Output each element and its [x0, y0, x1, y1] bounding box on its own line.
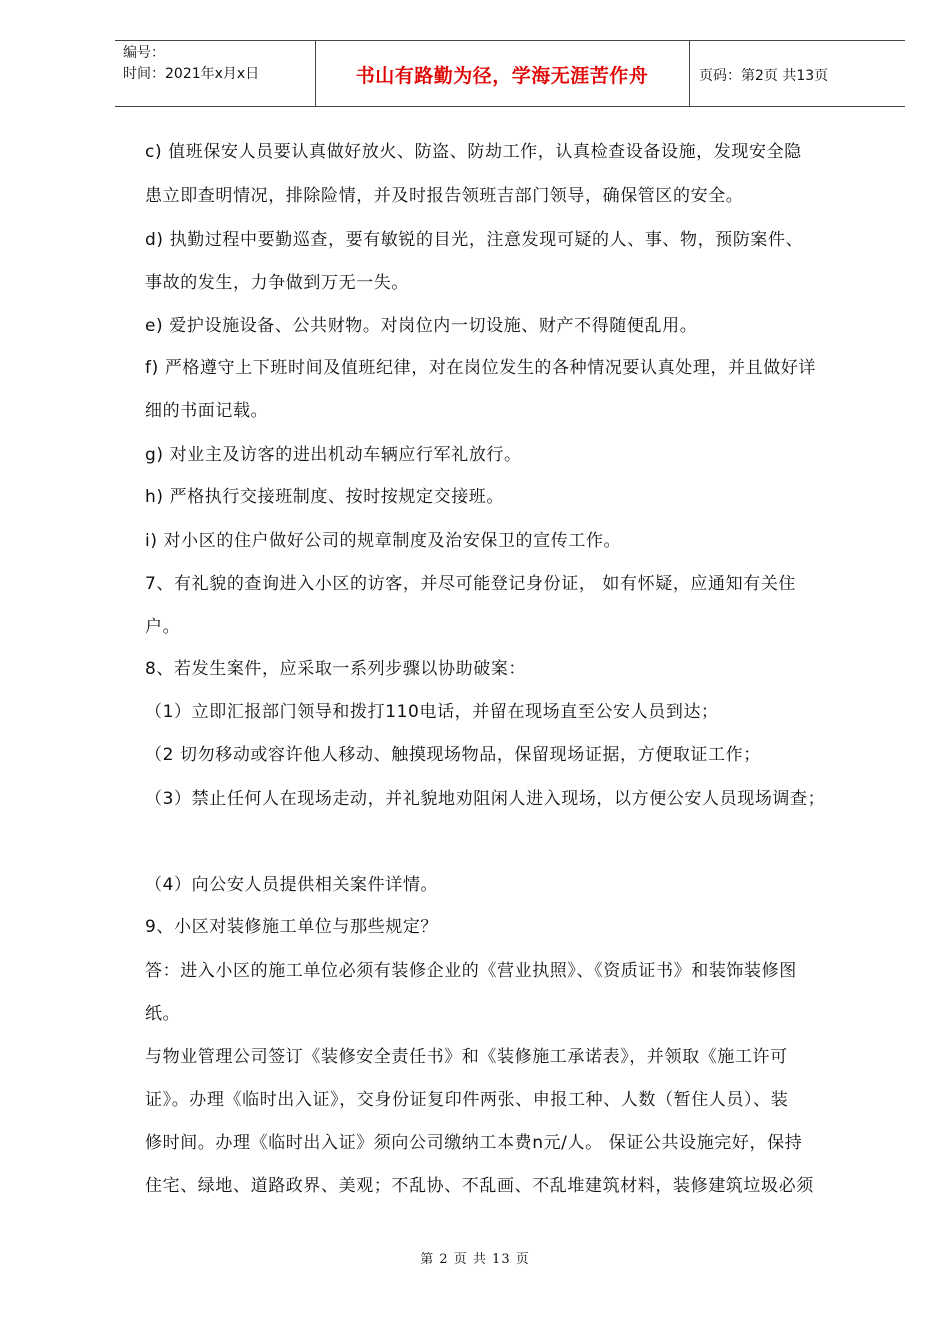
body-line: f) 严格遵守上下班时间及值班纪律，对在岗位发生的各种情况要认真处理，并且做好详 — [145, 358, 817, 378]
header-meta — [123, 43, 259, 85]
body-line: 8、若发生案件，应采取一系列步骤以协助破案： — [145, 659, 527, 679]
body-line: （2 切勿移动或容许他人移动、触摸现场物品，保留现场证据，方便取证工作； — [145, 745, 761, 765]
body-line: 与物业管理公司签订《装修安全责任书》和《装修施工承诺表》，并领取《施工许可 — [145, 1047, 788, 1067]
body-line: i) 对小区的住户做好公司的规章制度及治安保卫的宣传工作。 — [145, 531, 622, 551]
body-line: 修时间。办理《临时出入证》须向公司缴纳工本费n元/人。 保证公共设施完好，保持 — [145, 1133, 803, 1153]
body-line: 纸。 — [145, 1004, 181, 1024]
body-line: 患立即查明情况，排除险情，并及时报告领班吉部门领导，确保管区的安全。 — [145, 186, 744, 206]
body-line: 证》。办理《临时出入证》，交身份证复印件两张、申报工种、人数（暂住人员）、装 — [145, 1090, 789, 1110]
document-number-label: 编号： — [123, 45, 165, 61]
body-line: d) 执勤过程中要勤巡查，要有敏锐的目光，注意发现可疑的人、事、物，预防案件、 — [145, 230, 804, 250]
body-line: 7、有礼貌的查询进入小区的访客，并尽可能登记身份证， 如有怀疑，应通知有关住 — [145, 574, 797, 594]
body-line: （1）立即汇报部门领导和拨打110电话，并留在现场直至公安人员到达； — [145, 702, 719, 722]
header-motto: 书山有路勤为径，学海无涯苦作舟 — [355, 65, 649, 87]
document-time-label: 时间：2021年x月x日 — [123, 66, 260, 82]
body-line: 户。 — [145, 617, 181, 637]
body-line: e) 爱护设施设备、公共财物。对岗位内一切设施、财产不得随便乱用。 — [145, 316, 698, 336]
body-line: 答：进入小区的施工单位必须有装修企业的《营业执照》、《资质证书》和装饰装修图 — [145, 961, 797, 981]
body-line: （3）禁止任何人在现场走动，并礼貌地劝阻闲人进入现场，以方便公安人员现场调查； — [145, 789, 826, 809]
body-line: （4）向公安人员提供相关案件详情。 — [145, 875, 439, 895]
body-line: 事故的发生，力争做到万无一失。 — [145, 273, 409, 293]
header-divider — [689, 41, 690, 106]
body-line: 9、小区对装修施工单位与那些规定？ — [145, 917, 439, 937]
body-line: g) 对业主及访客的进出机动车辆应行军礼放行。 — [145, 445, 522, 465]
page-footer: 第 2 页 共 13 页 — [420, 1252, 530, 1267]
page-header — [115, 40, 905, 107]
body-line: 住宅、绿地、道路政界、美观；不乱协、不乱画、不乱堆建筑材料，装修建筑垃圾必须 — [145, 1176, 814, 1196]
header-page-number: 页码：第2页 共13页 — [699, 68, 829, 84]
body-line: c) 值班保安人员要认真做好放火、防盗、防劫工作，认真检查设备设施，发现安全隐 — [145, 142, 802, 162]
body-line: 细的书面记载。 — [145, 401, 269, 421]
body-line: h) 严格执行交接班制度、按时按规定交接班。 — [145, 487, 505, 507]
